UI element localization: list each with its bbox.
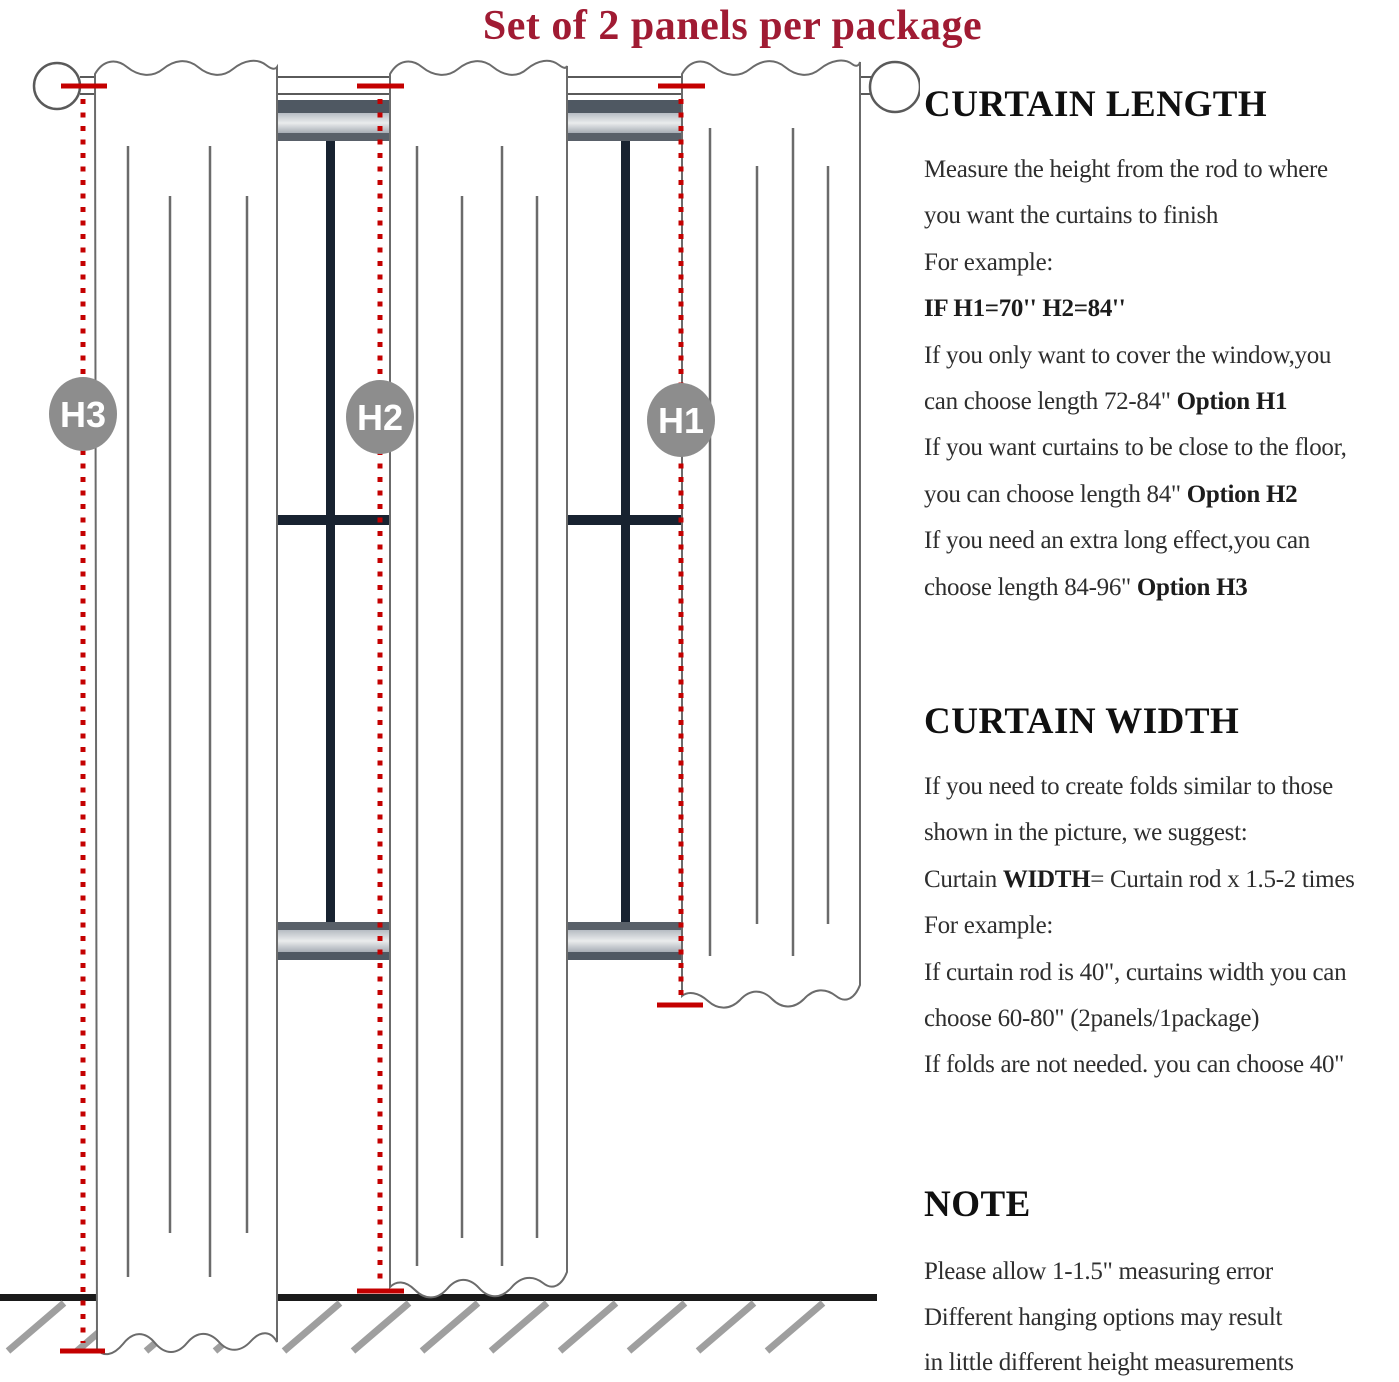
page-title: Set of 2 panels per package bbox=[482, 3, 983, 49]
text-line: If you only want to cover the window,you bbox=[924, 341, 1332, 369]
text-line: can choose length 72-84" Option H1 bbox=[924, 387, 1288, 415]
note-paragraph bbox=[924, 1249, 1398, 1382]
text-line: For example: bbox=[924, 912, 1054, 940]
option-badge-h3 bbox=[49, 377, 117, 451]
curtain-panel-h3 bbox=[95, 61, 277, 1354]
text-line: If you want curtains to be close to the floor, bbox=[924, 434, 1347, 462]
text-line: Different hanging options may result bbox=[924, 1303, 1283, 1331]
text-line: shown in the picture, we suggest: bbox=[924, 819, 1248, 847]
text-line: Please allow 1-1.5" measuring error bbox=[924, 1258, 1273, 1285]
text-line: IF H1=70'' H2=84'' bbox=[924, 295, 1126, 323]
text-line: If folds are not needed. you can choose 40" bbox=[924, 1051, 1345, 1079]
text-line: If you need to create folds similar to those bbox=[924, 773, 1333, 800]
curtain-panel-h1 bbox=[682, 61, 860, 1008]
text-line: If curtain rod is 40", curtains width you can bbox=[924, 958, 1347, 986]
note-heading: NOTE bbox=[924, 1184, 1031, 1225]
option-badge-h1 bbox=[647, 383, 715, 457]
option-badge-h2-label: H2 bbox=[356, 397, 404, 438]
curtain-width-paragraph bbox=[924, 764, 1398, 1089]
text-line: choose length 84-96" Option H3 bbox=[924, 573, 1248, 601]
text-line: in little different height measurements bbox=[924, 1349, 1294, 1376]
text-line: Measure the height from the rod to where bbox=[924, 156, 1328, 183]
text-line: you want the curtains to finish bbox=[924, 202, 1219, 230]
option-badge-h2 bbox=[346, 380, 414, 454]
text-line: Curtain WIDTH= Curtain rod x 1.5-2 times bbox=[924, 865, 1355, 893]
curtain-panel-h3-fabric bbox=[95, 61, 277, 1354]
text-line: you can choose length 84" Option H2 bbox=[924, 480, 1298, 508]
text-line: If you need an extra long effect,you can bbox=[924, 527, 1310, 555]
curtain-length-paragraph bbox=[924, 147, 1398, 611]
window-mullion-left bbox=[326, 141, 335, 923]
curtain-width-heading: CURTAIN WIDTH bbox=[924, 701, 1240, 742]
text-line: For example: bbox=[924, 248, 1054, 276]
curtain-length-heading: CURTAIN LENGTH bbox=[924, 84, 1268, 125]
curtain-panel-h2 bbox=[390, 61, 567, 1298]
window-mullion-right bbox=[621, 141, 630, 923]
text-line: choose 60-80" (2panels/1package) bbox=[924, 1004, 1260, 1032]
curtain-panel-h1-fabric bbox=[682, 61, 860, 1008]
rod-finial-right-icon bbox=[870, 62, 920, 112]
option-badge-h3-label: H3 bbox=[59, 394, 107, 435]
option-badge-h1-label: H1 bbox=[657, 400, 705, 441]
